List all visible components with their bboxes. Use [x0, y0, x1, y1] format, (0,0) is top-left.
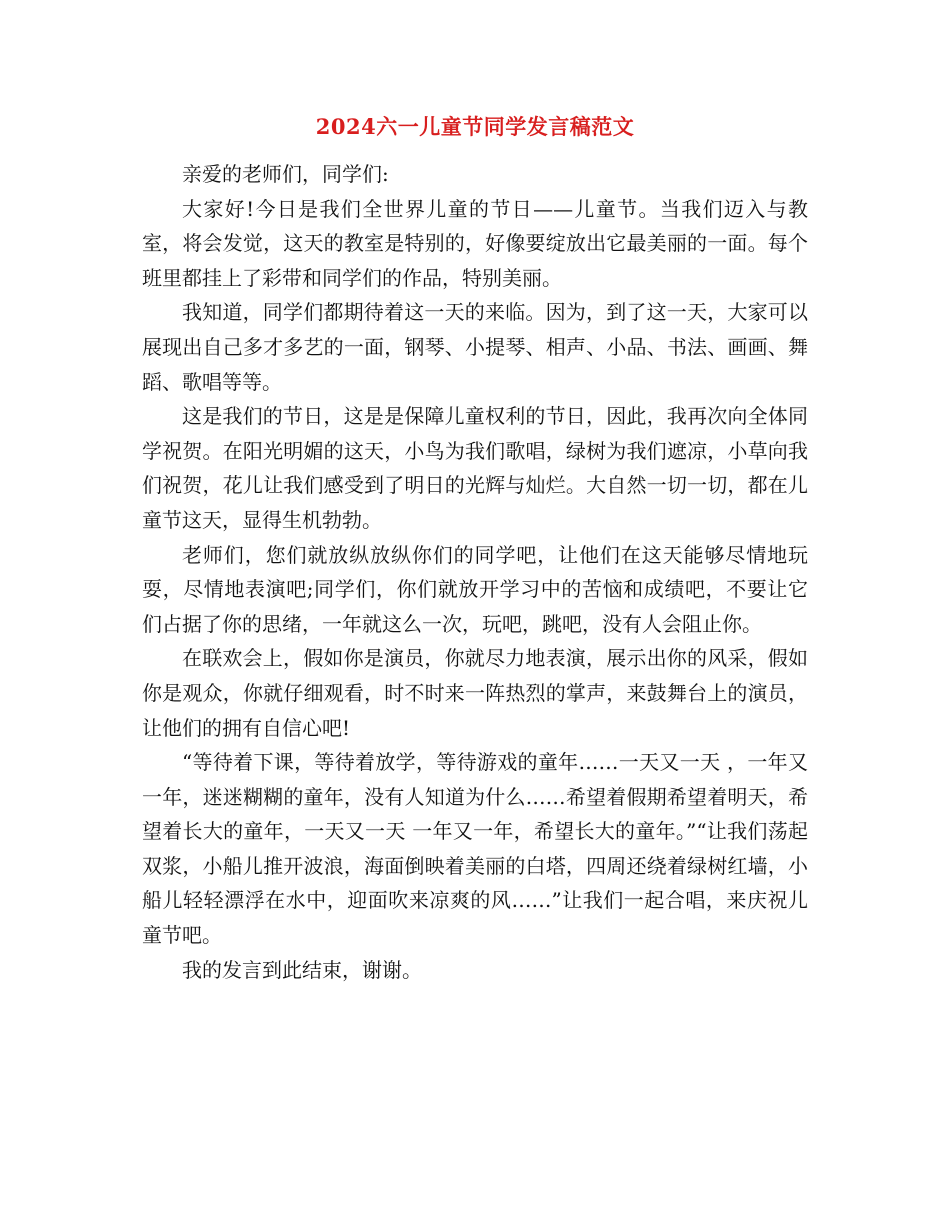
- document-body: [142, 157, 808, 987]
- paragraph-song: “等待着下课，等待着放学，等待游戏的童年……一天又一天 ，一年又一年，迷迷糊糊的童年，没有人知道为什么……希望着假期希望着明天，希望着长大的童年，一天又一天 一年又一年，希望长大的童年。”“让我们荡起双浆，小船儿推开波浪，海面倒映着美丽的白塔，四周还绕着绿树红墙，小船儿轻轻漂浮在水中，迎面吹来凉爽的风……”让我们一起合唱，来庆祝儿童节吧。: [142, 750, 808, 948]
- document-title: 2024六一儿童节同学发言稿范文: [315, 114, 635, 139]
- paragraph-expectation: 我知道，同学们都期待着这一天的来临。因为，到了这一天，大家可以展现出自己多才多艺的一面，钢琴、小提琴、相声、小品、书法、画画、舞蹈、歌唱等等。: [142, 300, 808, 394]
- paragraph-celebration: 这是我们的节日，这是是保障儿童权利的节日，因此，我再次向全体同学祝贺。在阳光明媚的这天，小鸟为我们歌唱，绿树为我们遮凉，小草向我们祝贺，花儿让我们感受到了明日的光辉与灿烂。大自然一切一切，都在儿童节这天，显得生机勃勃。: [142, 404, 808, 532]
- paragraph-teachers: 老师们，您们就放纵放纵你们的同学吧，让他们在这天能够尽情地玩耍，尽情地表演吧;同学们，你们就放开学习中的苦恼和成绩吧，不要让它们占据了你的思绪，一年就这么一次，玩吧，跳吧，没有人会阻止你。: [142, 542, 808, 636]
- paragraph-performance: 在联欢会上，假如你是演员，你就尽力地表演，展示出你的风采，假如你是观众，你就仔细观看，时不时来一阵热烈的掌声，来鼓舞台上的演员，让他们的拥有自信心吧!: [142, 646, 808, 740]
- paragraph-greeting: 亲爱的老师们，同学们:: [182, 162, 389, 186]
- paragraph-opening: 大家好!今日是我们全世界儿童的节日——儿童节。当我们迈入与教室，将会发觉，这天的教室是特别的，好像要绽放出它最美丽的一面。每个班里都挂上了彩带和同学们的作品，特别美丽。: [142, 196, 808, 290]
- paragraph-closing: 我的发言到此结束，谢谢。: [182, 957, 422, 982]
